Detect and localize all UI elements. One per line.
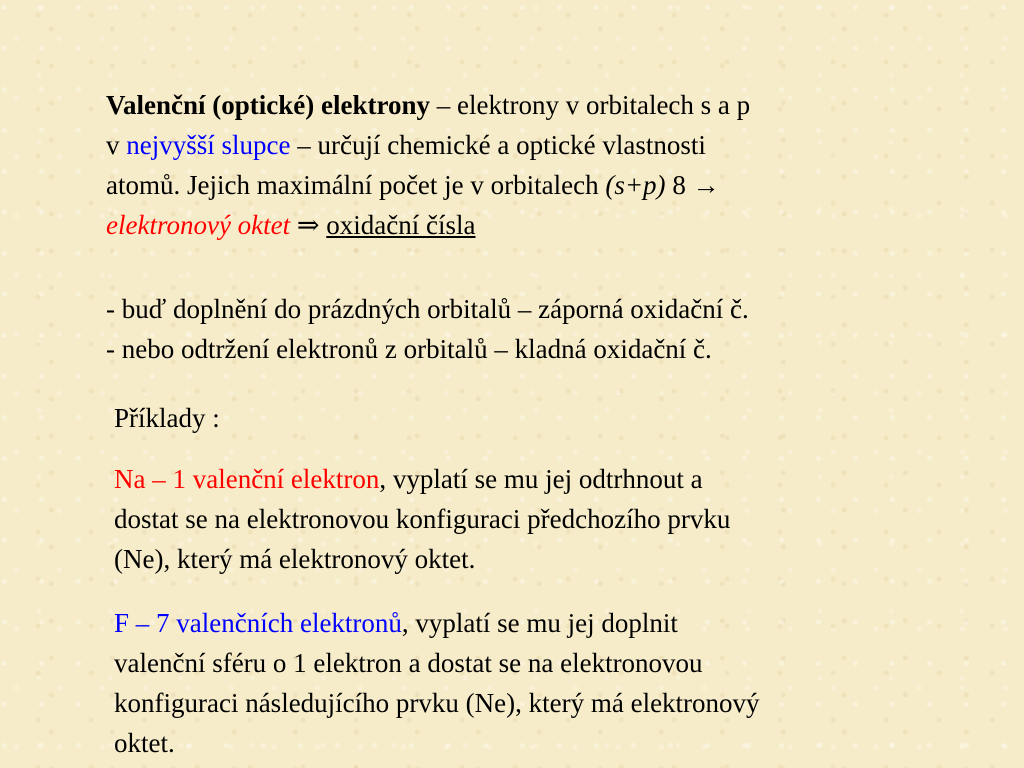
intro-text-2-prefix: v: [106, 130, 127, 160]
example-na-line-3: (Ne), který má elektronový oktet.: [114, 544, 476, 574]
electron-octet: elektronový oktet: [106, 210, 291, 240]
intro-text-1: – elektrony v orbitalech s a p: [430, 90, 751, 120]
example-na-line-2: dostat se na elektronovou konfiguraci předchozího prvku: [114, 504, 731, 534]
bullet-item: - buď doplnění do prázdných orbitalů – záporná oxidační č.: [106, 294, 749, 324]
example-fluorine: [114, 603, 954, 763]
example-sodium: [114, 459, 944, 579]
example-f-line-4: oktet.: [114, 728, 175, 758]
bullet-list: [106, 289, 966, 369]
bullet-item: - nebo odtržení elektronů z orbitalů – kladná oxidační č.: [106, 334, 712, 364]
intro-text-3: atomů. Jejich maximální počet je v orbitalech: [106, 170, 606, 200]
example-na-line-1-rest: , vyplatí se mu jej odtrhnout a: [379, 464, 703, 494]
oxidation-numbers: oxidační čísla: [326, 210, 476, 240]
orbitals-sp: (s+p): [605, 170, 666, 200]
valence-electrons-term: Valenční (optické) elektrony: [106, 90, 430, 120]
implies-arrow: ⇒: [290, 210, 327, 240]
examples-heading: Příklady :: [114, 403, 220, 433]
fluorine-label: F – 7 valenčních elektronů: [114, 608, 402, 638]
example-f-line-1-rest: , vyplatí se mu jej doplnit: [401, 608, 678, 638]
example-f-line-2: valenční sféru o 1 elektron a dostat se na elektronovou: [114, 648, 703, 678]
example-f-line-1: [114, 603, 954, 643]
example-f-line-3: konfiguraci následujícího prvku (Ne), který má elektronový: [114, 688, 760, 718]
highest-shell-highlight: nejvyšší slupce: [126, 130, 291, 160]
intro-line-2: [106, 125, 936, 165]
intro-line-3: [106, 165, 936, 205]
example-na-line-1: [114, 459, 944, 499]
intro-text-2-suffix: – určují chemické a optické vlastnosti: [290, 130, 706, 160]
intro-text-3-suffix: 8 →: [665, 170, 720, 200]
sodium-label: Na – 1 valenční elektron: [114, 464, 380, 494]
intro-paragraph: [106, 85, 936, 245]
intro-line-1: [106, 85, 936, 125]
intro-line-4: [106, 205, 936, 245]
